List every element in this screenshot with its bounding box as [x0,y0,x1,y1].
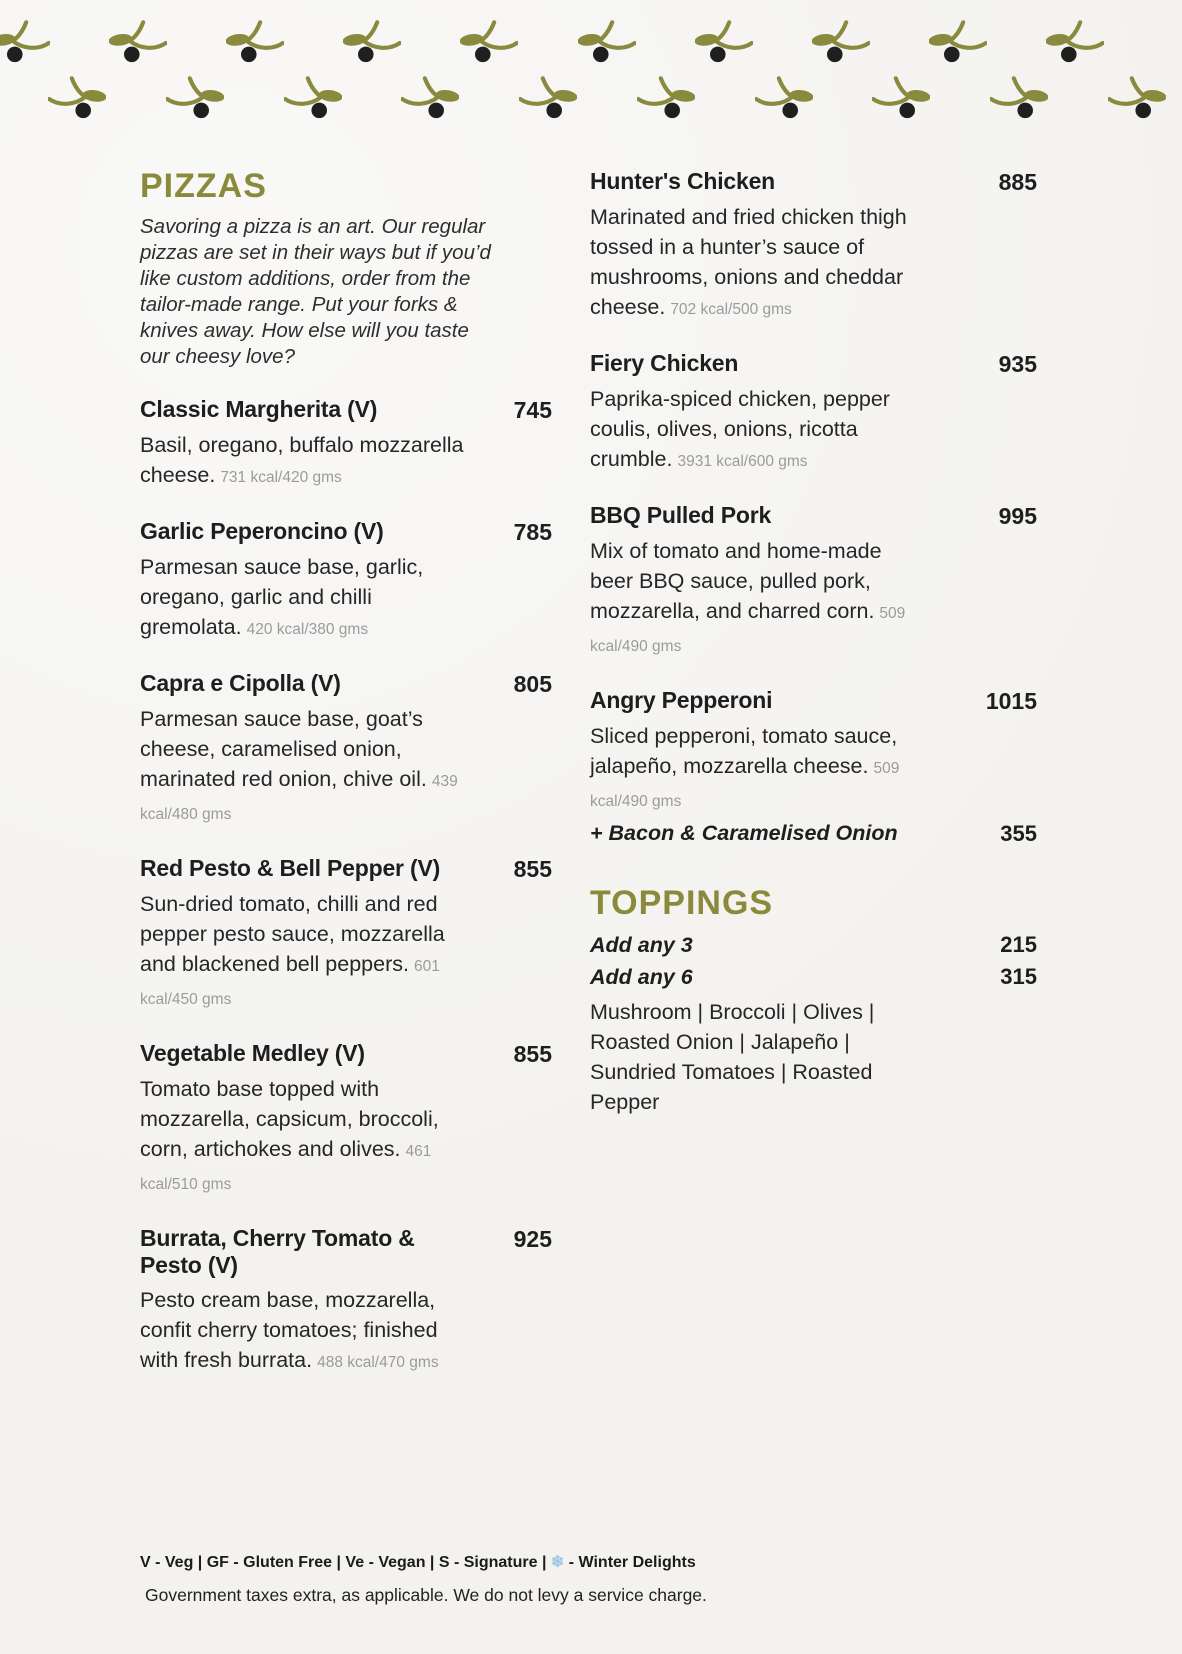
item-description-text: Parmesan sauce base, goat’s cheese, caramelised onion, marinated red onion, chive oil. [140,707,427,791]
calorie-info: 731 kcal/420 gms [220,469,342,486]
item-name: BBQ Pulled Pork [590,502,772,528]
footer [140,1552,1040,1606]
menu-item [590,502,1037,662]
olive-branch-icon [637,76,695,122]
calorie-info: 461 kcal/510 gms [140,1143,432,1193]
item-price: 885 [998,169,1037,195]
item-price: 935 [998,351,1037,377]
olive-branch-icon [226,20,284,66]
calorie-info: 420 kcal/380 gms [246,621,369,638]
menu-item [140,855,552,1015]
toppings-section [590,885,1037,1117]
item-price: 745 [513,397,552,423]
item-name: Garlic Peperoncino (V) [140,518,384,544]
menu-item [140,518,552,645]
item-description [140,1285,472,1378]
toppings-option-price: 315 [1000,964,1037,989]
olive-branch-icon [343,20,401,66]
olive-branch-icon [695,20,753,66]
legend-text: V - Veg | GF - Gluten Free | Ve - Vegan | S - Signature | [140,1554,551,1571]
item-name: Fiery Chicken [590,350,739,376]
item-description-text: Basil, oregano, buffalo mozzarella cheese. [140,433,464,487]
item-price: 785 [513,519,552,545]
item-name: Vegetable Medley (V) [140,1040,365,1066]
item-description [140,430,472,493]
toppings-option-label: Add any 6 [590,965,693,989]
addon-row [590,821,1037,847]
item-description-text: Marinated and fried chicken thigh tossed in a hunter’s sauce of mushrooms, onions and cheddar cheese. [590,205,907,319]
olive-branch-icon [166,76,224,122]
section-title-pizzas: PIZZAS [140,167,267,205]
item-description [140,552,472,645]
olive-branch-icon [990,76,1048,122]
calorie-info: 488 kcal/470 gms [317,1354,439,1371]
calorie-info: 509 kcal/490 gms [590,760,900,810]
olive-branch-icon [519,76,577,122]
pizzas-column [140,168,552,1403]
item-price: 1015 [985,688,1037,714]
olive-branch-icon [109,20,167,66]
olive-border-row-bottom [48,76,1166,122]
item-price: 855 [513,1041,552,1067]
item-description-text: Parmesan sauce base, garlic, oregano, garlic and chilli gremolata. [140,555,424,639]
item-name: Red Pesto & Bell Pepper (V) [140,855,441,881]
menu-item [140,1225,552,1378]
olive-branch-icon [578,20,636,66]
addon-price: 355 [1000,821,1037,846]
item-price: 805 [513,671,552,697]
item-price: 925 [513,1226,552,1252]
olive-branch-icon [284,76,342,122]
item-price: 855 [513,856,552,882]
item-description-text: Sun-dried tomato, chilli and red pepper pesto sauce, mozzarella and blackened bell peppers. [140,892,445,976]
toppings-option-label: Add any 3 [590,933,693,957]
item-name: Classic Margherita (V) [140,396,378,422]
calorie-info: 3931 kcal/600 gms [677,453,808,470]
toppings-option [590,929,1037,961]
olive-border-row-top [0,20,1104,66]
item-description-text: Sliced pepperoni, tomato sauce, jalapeño, mozzarella cheese. [590,724,898,778]
olive-branch-icon [1046,20,1104,66]
item-description [590,536,908,662]
calorie-info: 702 kcal/500 gms [670,301,792,318]
calorie-info: 439 kcal/480 gms [140,773,458,823]
legend-text: - Winter Delights [564,1554,696,1571]
olive-branch-icon [460,20,518,66]
menu-item [590,168,1037,325]
pizzas-intro-text: Savoring a pizza is an art. Our regular pizzas are set in their ways but if you’d like custom additions, order from the tailor-made range. Put your forks & knives away. How else will you taste our cheesy love? [140,215,491,368]
tax-note: Government taxes extra, as applicable. We do not levy a service charge. [145,1585,707,1605]
toppings-option [590,961,1037,993]
item-description [140,889,472,1015]
legend [140,1552,1040,1572]
olive-branch-icon [872,76,930,122]
section-title-toppings: TOPPINGS [590,884,774,922]
item-name: Capra e Cipolla (V) [140,670,341,696]
menu-item [590,687,1037,847]
addon-label: + Bacon & Caramelised Onion [590,821,898,845]
item-description [140,704,472,830]
item-name: Hunter's Chicken [590,168,776,194]
olive-branch-icon [812,20,870,66]
item-price: 995 [998,503,1037,529]
calorie-info: 601 kcal/450 gms [140,958,440,1008]
item-name: Angry Pepperoni [590,687,773,713]
toppings-list: Mushroom | Broccoli | Olives | Roasted Onion | Jalapeño | Sundried Tomatoes | Roasted Pepper [590,1000,875,1114]
olive-branch-icon [48,76,106,122]
olive-branch-icon [929,20,987,66]
item-description-text: Tomato base topped with mozzarella, capsicum, broccoli, corn, artichokes and olives. [140,1077,439,1161]
menu-item [140,396,552,493]
calorie-info: 509 kcal/490 gms [590,605,906,655]
menu-item [140,1040,552,1200]
menu-item [140,670,552,830]
item-description [140,1074,472,1200]
item-description-text: Pesto cream base, mozzarella, confit cherry tomatoes; finished with fresh burrata. [140,1288,438,1372]
menu-item [590,350,1037,477]
toppings-option-price: 215 [1000,932,1037,957]
item-description-text: Paprika-spiced chicken, pepper coulis, olives, onions, ricotta crumble. [590,387,890,471]
right-column [590,168,1037,1117]
item-description [590,384,908,477]
olive-branch-icon [401,76,459,122]
olive-branch-icon [0,20,50,66]
item-description [590,721,908,817]
item-description-text: Mix of tomato and home-made beer BBQ sauce, pulled pork, mozzarella, and charred corn. [590,539,882,623]
olive-branch-icon [755,76,813,122]
olive-branch-icon [1108,76,1166,122]
item-name: Burrata, Cherry Tomato & Pesto (V) [140,1225,415,1278]
snowflake-icon: ❄ [550,1554,565,1571]
item-description [590,202,908,325]
